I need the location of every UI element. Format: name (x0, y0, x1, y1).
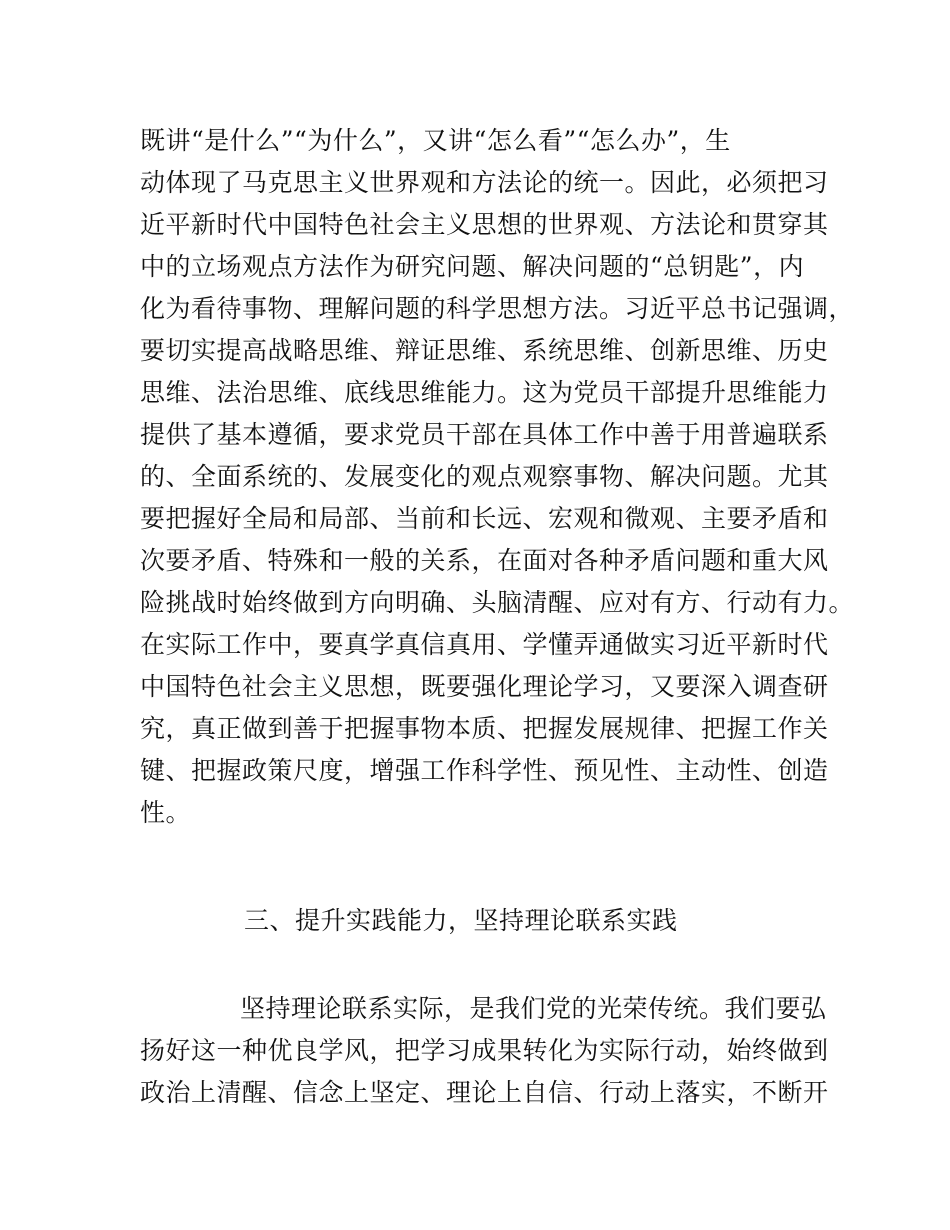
paragraph-line: 政治上清醒、信念上坚定、理论上自信、行动上落实，不断开 (140, 1078, 829, 1107)
paragraph-line: 动体现了马克思主义世界观和方法论的统一。因此，必须把习 (140, 168, 829, 197)
paragraph-line: 要切实提高战略思维、辩证思维、系统思维、创新思维、历史 (140, 336, 829, 365)
paragraph-line: 究，真正做到善于把握事物本质、把握发展规律、把握工作关 (140, 714, 829, 743)
body-paragraph (140, 988, 830, 1114)
paragraph-line: 险挑战时始终做到方向明确、头脑清醒、应对有方、行动有力。 (140, 588, 855, 617)
paragraph-line: 键、把握政策尺度，增强工作科学性、预见性、主动性、创造 (140, 756, 829, 785)
paragraph-line: 既讲“是什么”“为什么”，又讲“怎么看”“怎么办”，生 (140, 126, 731, 155)
paragraph-line: 中的立场观点方法作为研究问题、解决问题的“总钥匙”，内 (140, 252, 805, 281)
paragraph-line: 坚持理论联系实际，是我们党的光荣传统。我们要弘 (240, 994, 827, 1023)
paragraph-line: 近平新时代中国特色社会主义思想的世界观、方法论和贯穿其 (140, 210, 829, 239)
paragraph-line: 在实际工作中，要真学真信真用、学懂弄通做实习近平新时代 (140, 630, 829, 659)
paragraph-line: 的、全面系统的、发展变化的观点观察事物、解决问题。尤其 (140, 462, 829, 491)
paragraph-line: 要把握好全局和局部、当前和长远、宏观和微观、主要矛盾和 (140, 504, 829, 533)
paragraph-line: 中国特色社会主义思想，既要强化理论学习，又要深入调查研 (140, 672, 829, 701)
paragraph-line: 扬好这一种优良学风，把学习成果转化为实际行动，始终做到 (140, 1036, 829, 1065)
body-paragraph (140, 120, 855, 834)
section-heading: 三、提升实践能力，坚持理论联系实践 (244, 906, 678, 935)
paragraph-line: 性。 (140, 798, 192, 827)
paragraph-line: 化为看待事物、理解问题的科学思想方法。习近平总书记强调， (140, 294, 855, 323)
paragraph-line: 提供了基本遵循，要求党员干部在具体工作中善于用普遍联系 (140, 420, 829, 449)
paragraph-line: 次要矛盾、特殊和一般的关系，在面对各种矛盾问题和重大风 (140, 546, 829, 575)
paragraph-line: 思维、法治思维、底线思维能力。这为党员干部提升思维能力 (140, 378, 829, 407)
